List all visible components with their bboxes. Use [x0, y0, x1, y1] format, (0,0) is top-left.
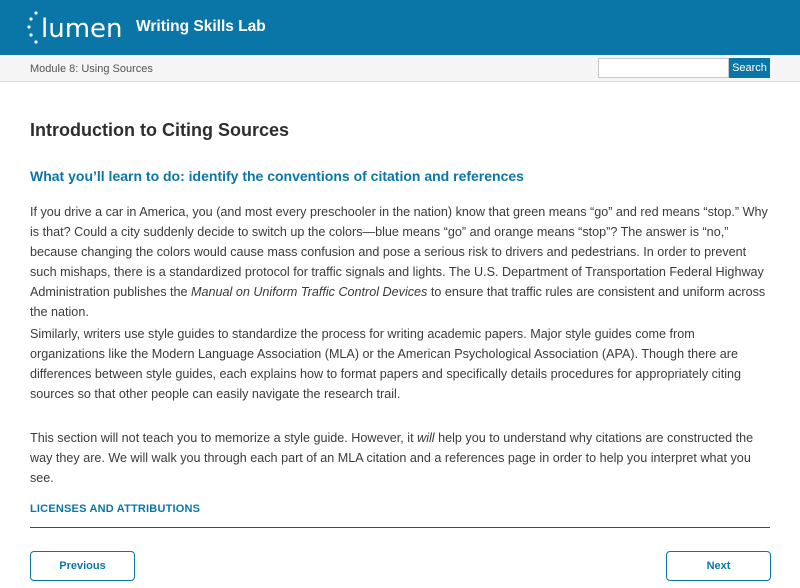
paragraph-3-text-b: help you to understand why citations are constructed the way they are. We will walk you through each part of an MLA citation and a references page in order to help you interpret what you see. — [30, 431, 754, 485]
paragraph-2: Similarly, writers use style guides to standardize the process for writing academic papers. Major style guides come from organizations like the Modern Language Association (MLA) or the American Psychological Association (APA). Though there are differences between style guides, each explains how to format papers and specifically details procedures for appropriately citing sources so that other people can easily navigate the research trail. — [30, 327, 742, 401]
previous-button[interactable]: Previous — [30, 551, 135, 581]
paragraph-1-italic: Manual on Uniform Traffic Control Devices — [191, 285, 428, 299]
breadcrumb[interactable]: Module 8: Using Sources — [30, 63, 153, 75]
search-button[interactable]: Search — [729, 58, 770, 78]
site-title[interactable]: Writing Skills Lab — [136, 18, 266, 35]
page-title: Introduction to Citing Sources — [30, 120, 289, 140]
paragraph-1-text-a: If you drive a car in America, you (and most every preschooler in the nation) know that green means “go” and red means “stop.” Why is that? Could a city suddenly decide to switch up the colors—blue means “go” and orange means “stop”? The answer is “no,” because changing the colors would cause mass confusion and pose a serious risk to drivers and pedestrians. In order to prevent such mishaps, there is a standardized protocol for traffic signals and lights. The U.S. Department of Transportation Federal Highway Administration publishes the — [30, 205, 768, 299]
next-button[interactable]: Next — [666, 551, 771, 581]
paragraph-3-italic: will — [417, 431, 435, 445]
sub-header — [0, 55, 800, 82]
search-input[interactable] — [598, 58, 729, 78]
licenses-toggle[interactable]: LICENSES AND ATTRIBUTIONS — [30, 503, 201, 515]
paragraph-3-text-a: This section will not teach you to memorize a style guide. However, it — [30, 431, 418, 445]
paragraph-3 — [30, 428, 770, 488]
paragraph-1 — [30, 202, 770, 322]
divider — [30, 527, 770, 528]
paragraph-1-text-b: to ensure that traffic rules are consistent and uniform across the nation. — [30, 285, 766, 319]
lumen-logo[interactable] — [27, 10, 123, 46]
logo-text: lumen — [41, 14, 123, 44]
section-subtitle: What you’ll learn to do: identify the conventions of citation and references — [30, 168, 524, 184]
top-header — [0, 0, 800, 55]
